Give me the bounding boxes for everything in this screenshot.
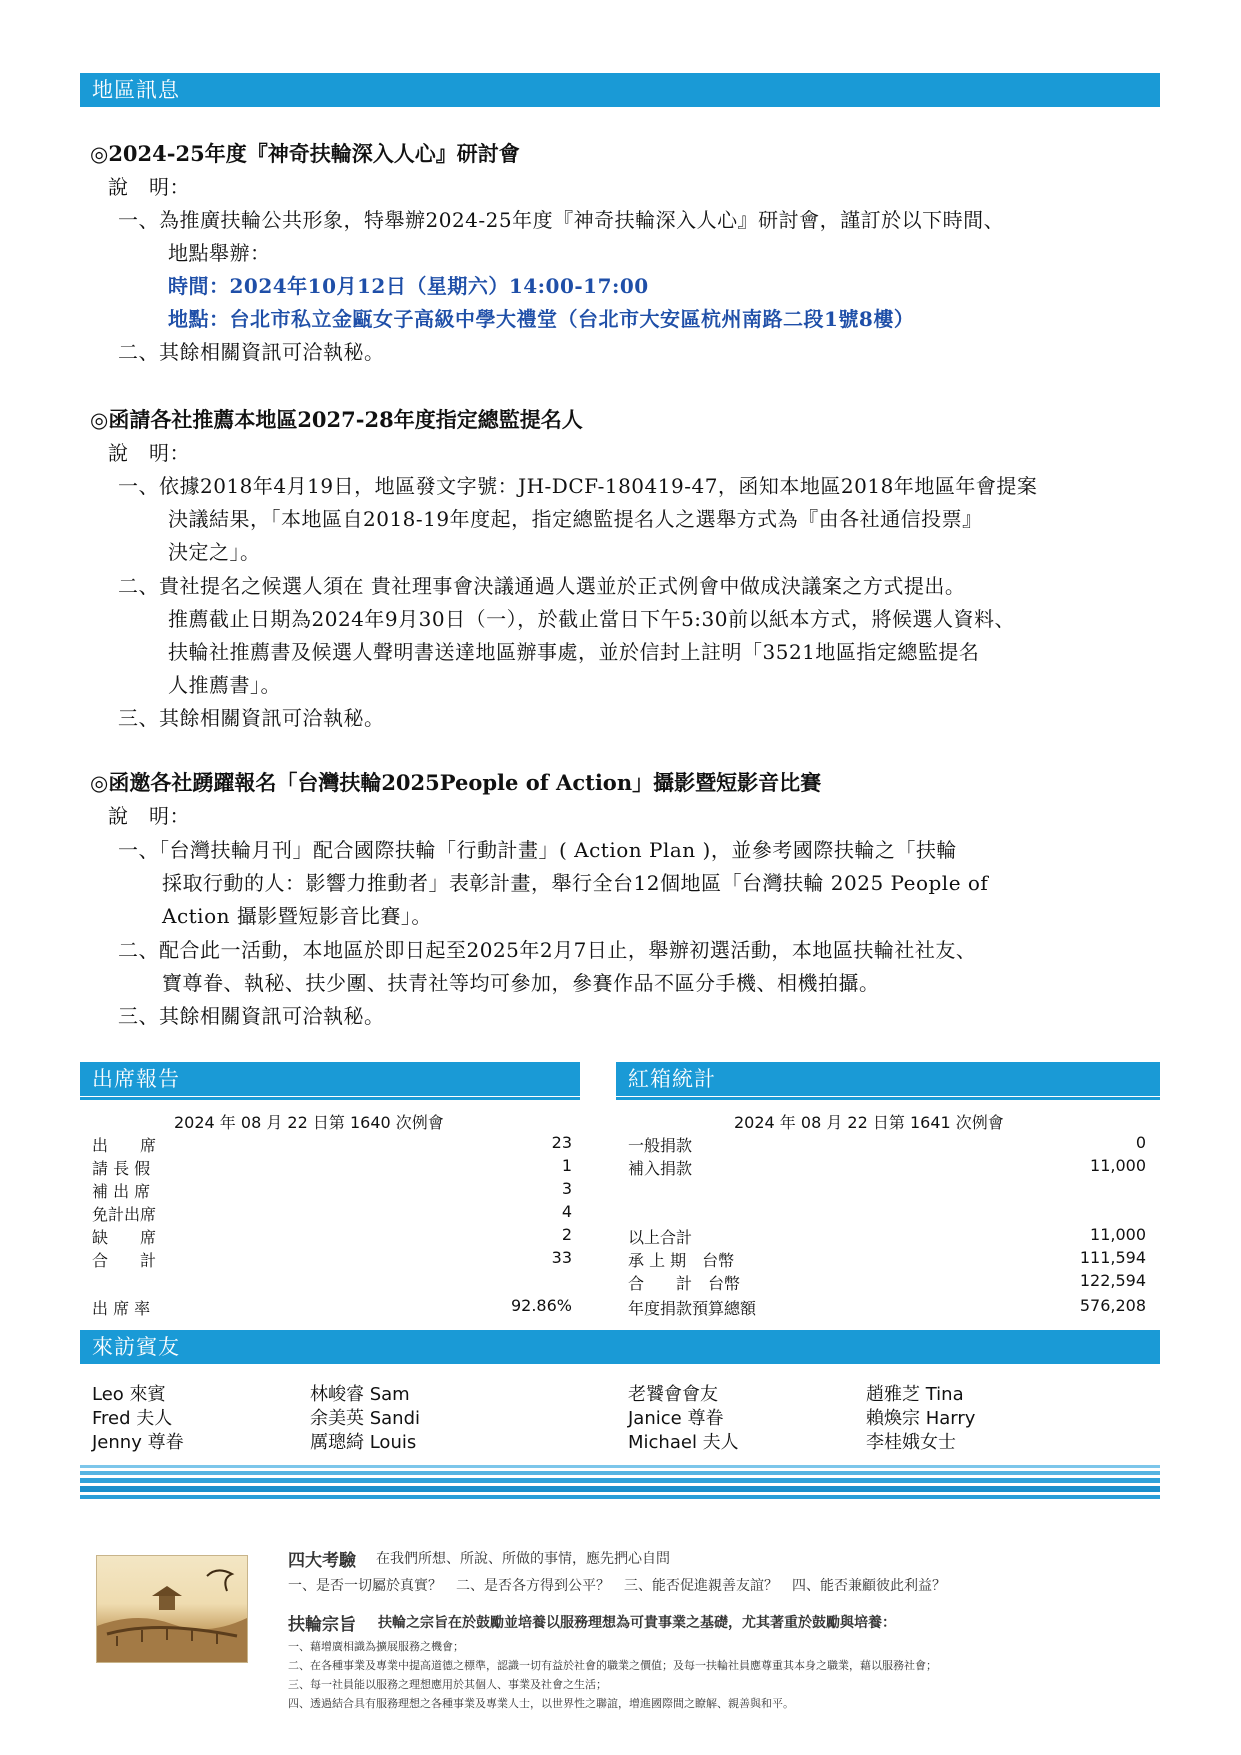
decorative-stripe	[80, 1495, 1160, 1499]
divider	[616, 1097, 1160, 1100]
attendance-rate-value: 92.86%	[510, 1296, 572, 1315]
section-1-line: 二、其餘相關資訊可洽執秘。	[118, 340, 385, 364]
attendance-label: 補 出 席	[92, 1182, 151, 1201]
visitors-bar: 來訪賓友	[80, 1330, 1160, 1364]
rotary-object-title: 扶輪宗旨	[288, 1615, 356, 1635]
section-1-title: ◎2024-25年度『神奇扶輪深入人心』研討會	[90, 141, 520, 166]
redbox-label: 一般捐款	[628, 1136, 693, 1155]
rotary-object-item: 二、在各種事業及專業中提高道德之標準，認識一切有益於社會的職業之價值；及每一扶輪社員應尊重其本身之職業，藉以服務社會；	[288, 1659, 937, 1672]
visitor-name: 李桂娥女士	[866, 1432, 956, 1453]
section-2-line: 三、其餘相關資訊可洽執秘。	[118, 706, 385, 730]
attendance-label: 免計出席	[92, 1205, 157, 1224]
visitor-name: Michael 夫人	[628, 1432, 739, 1453]
visitor-name: Janice 尊眷	[628, 1408, 724, 1429]
attendance-bar: 出席報告	[80, 1062, 580, 1096]
landscape-icon	[97, 1556, 247, 1662]
redbox-value: 111,594	[1079, 1248, 1146, 1267]
section-2-title: ◎函請各社推薦本地區2027-28年度指定總監提名人	[90, 407, 583, 432]
redbox-label: 合 計 台幣	[628, 1274, 741, 1293]
redbox-table	[628, 1110, 1146, 1325]
attendance-label: 合 計	[92, 1251, 157, 1270]
section-2-line: 決定之」。	[168, 540, 261, 564]
attendance-label: 出 席	[92, 1136, 157, 1155]
decorative-stripe	[80, 1486, 1160, 1492]
redbox-value: 0	[1135, 1133, 1146, 1152]
four-way-test-items: 一、是否一切屬於真實？ 二、是否各方得到公平？ 三、能否促進親善友誼？ 四、能否兼顧彼此利益？	[288, 1578, 946, 1594]
section-3-line: Action 攝影暨短影音比賽」。	[162, 904, 432, 928]
decorative-stripe	[80, 1471, 1160, 1475]
redbox-bar: 紅箱統計	[616, 1062, 1160, 1096]
section-3-line: 一、「台灣扶輪月刊」配合國際扶輪「行動計畫」( Action Plan )，並參考國際扶輪之「扶輪	[118, 838, 957, 862]
divider	[80, 1097, 580, 1100]
section-2-line: 二、貴社提名之候選人須在 貴社理事會決議通過人選並於正式例會中做成決議案之方式提出。	[118, 574, 966, 598]
redbox-value: 122,594	[1079, 1271, 1146, 1290]
redbox-value: 11,000	[1090, 1225, 1146, 1244]
redbox-label: 年度捐款預算總額	[628, 1299, 757, 1318]
attendance-value: 23	[551, 1133, 572, 1152]
section-1-line: 一、為推廣扶輪公共形象，特舉辦2024-25年度『神奇扶輪深入人心』研討會，謹訂於以下時間、	[118, 208, 1005, 232]
attendance-value: 4	[561, 1202, 572, 1221]
attendance-label: 請 長 假	[92, 1159, 151, 1178]
section-2-line: 決議結果，「本地區自2018-19年度起，指定總監提名人之選舉方式為『由各社通信投票』	[168, 507, 983, 531]
section-1-line: 地點舉辦：	[168, 241, 271, 265]
section-2-desc: 說 明：	[108, 441, 190, 465]
visitor-name: 老饕會會友	[628, 1384, 718, 1405]
redbox-value: 11,000	[1090, 1156, 1146, 1175]
rotary-object-item: 三、每一社員能以服務之理想應用於其個人、事業及社會之生活；	[288, 1678, 607, 1691]
redbox-heading: 2024 年 08 月 22 日第 1641 次例會	[734, 1113, 1004, 1132]
section-3-line: 寶尊眷、執秘、扶少團、扶青社等均可參加，參賽作品不區分手機、相機拍攝。	[162, 971, 880, 995]
decorative-stripe	[80, 1465, 1160, 1468]
section-2-line: 推薦截止日期為2024年9月30日（一），於截止當日下午5:30前以紙本方式，將候選人資料、	[168, 607, 1015, 631]
visitor-name: 賴煥宗 Harry	[866, 1408, 976, 1429]
event-time: 時間：2024年10月12日（星期六）14:00-17:00	[168, 274, 649, 298]
redbox-value: 576,208	[1079, 1296, 1146, 1315]
visitor-name: 余美英 Sandi	[310, 1408, 421, 1429]
regional-news-bar: 地區訊息	[80, 73, 1160, 107]
section-2-line: 人推薦書」。	[168, 673, 281, 697]
footer-landscape-image	[96, 1555, 248, 1663]
section-2-line: 扶輪社推薦書及候選人聲明書送達地區辦事處，並於信封上註明「3521地區指定總監提名	[168, 640, 980, 664]
event-place: 地點：台北市私立金甌女子高級中學大禮堂（台北市大安區杭州南路二段1號8樓）	[168, 307, 915, 331]
attendance-heading: 2024 年 08 月 22 日第 1640 次例會	[174, 1113, 444, 1132]
visitor-name: Fred 夫人	[92, 1408, 173, 1429]
redbox-label: 補入捐款	[628, 1159, 693, 1178]
section-3-title: ◎函邀各社踴躍報名「台灣扶輪2025People of Action」攝影暨短影音比賽	[90, 770, 822, 795]
section-3-line: 二、配合此一活動，本地區於即日起至2025年2月7日止，舉辦初選活動，本地區扶輪社社友、	[118, 938, 977, 962]
section-1-desc: 說 明：	[108, 175, 190, 199]
rotary-object-item: 一、藉增廣相識為擴展服務之機會；	[288, 1640, 464, 1653]
decorative-stripe	[80, 1478, 1160, 1483]
redbox-label: 以上合計	[628, 1228, 693, 1247]
section-3-line: 採取行動的人：影響力推動者」表彰計畫，舉行全台12個地區「台灣扶輪 2025 People of	[162, 871, 989, 895]
four-way-test-title: 四大考驗	[288, 1551, 356, 1571]
visitor-name: Jenny 尊眷	[92, 1432, 184, 1453]
attendance-label: 缺 席	[92, 1228, 157, 1247]
visitor-name: 趙雅芝 Tina	[866, 1384, 964, 1405]
section-2-line: 一、依據2018年4月19日，地區發文字號：JH-DCF-180419-47，函知本地區2018年地區年會提案	[118, 474, 1038, 498]
attendance-value: 2	[561, 1225, 572, 1244]
rotary-object-subtitle: 扶輪之宗旨在於鼓勵並培養以服務理想為可貴事業之基礎，尤其著重於鼓勵與培養：	[378, 1615, 896, 1631]
visitor-name: Leo 來賓	[92, 1384, 166, 1405]
section-3-desc: 說 明：	[108, 804, 190, 828]
redbox-label: 承 上 期 台幣	[628, 1251, 735, 1270]
visitor-name: 林峻睿 Sam	[310, 1384, 410, 1405]
visitor-name: 厲璁綺 Louis	[310, 1432, 417, 1453]
attendance-table	[92, 1110, 572, 1325]
attendance-value: 1	[561, 1156, 572, 1175]
attendance-value: 3	[561, 1179, 572, 1198]
attendance-value: 33	[551, 1248, 572, 1267]
section-3-line: 三、其餘相關資訊可洽執秘。	[118, 1004, 385, 1028]
attendance-rate-label: 出 席 率	[92, 1299, 151, 1318]
four-way-test-subtitle: 在我們所想、所說、所做的事情，應先捫心自問	[376, 1551, 670, 1567]
rotary-object-item: 四、透過結合具有服務理想之各種事業及專業人士，以世界性之聯誼，增進國際間之瞭解、親善與和平。	[288, 1697, 794, 1710]
